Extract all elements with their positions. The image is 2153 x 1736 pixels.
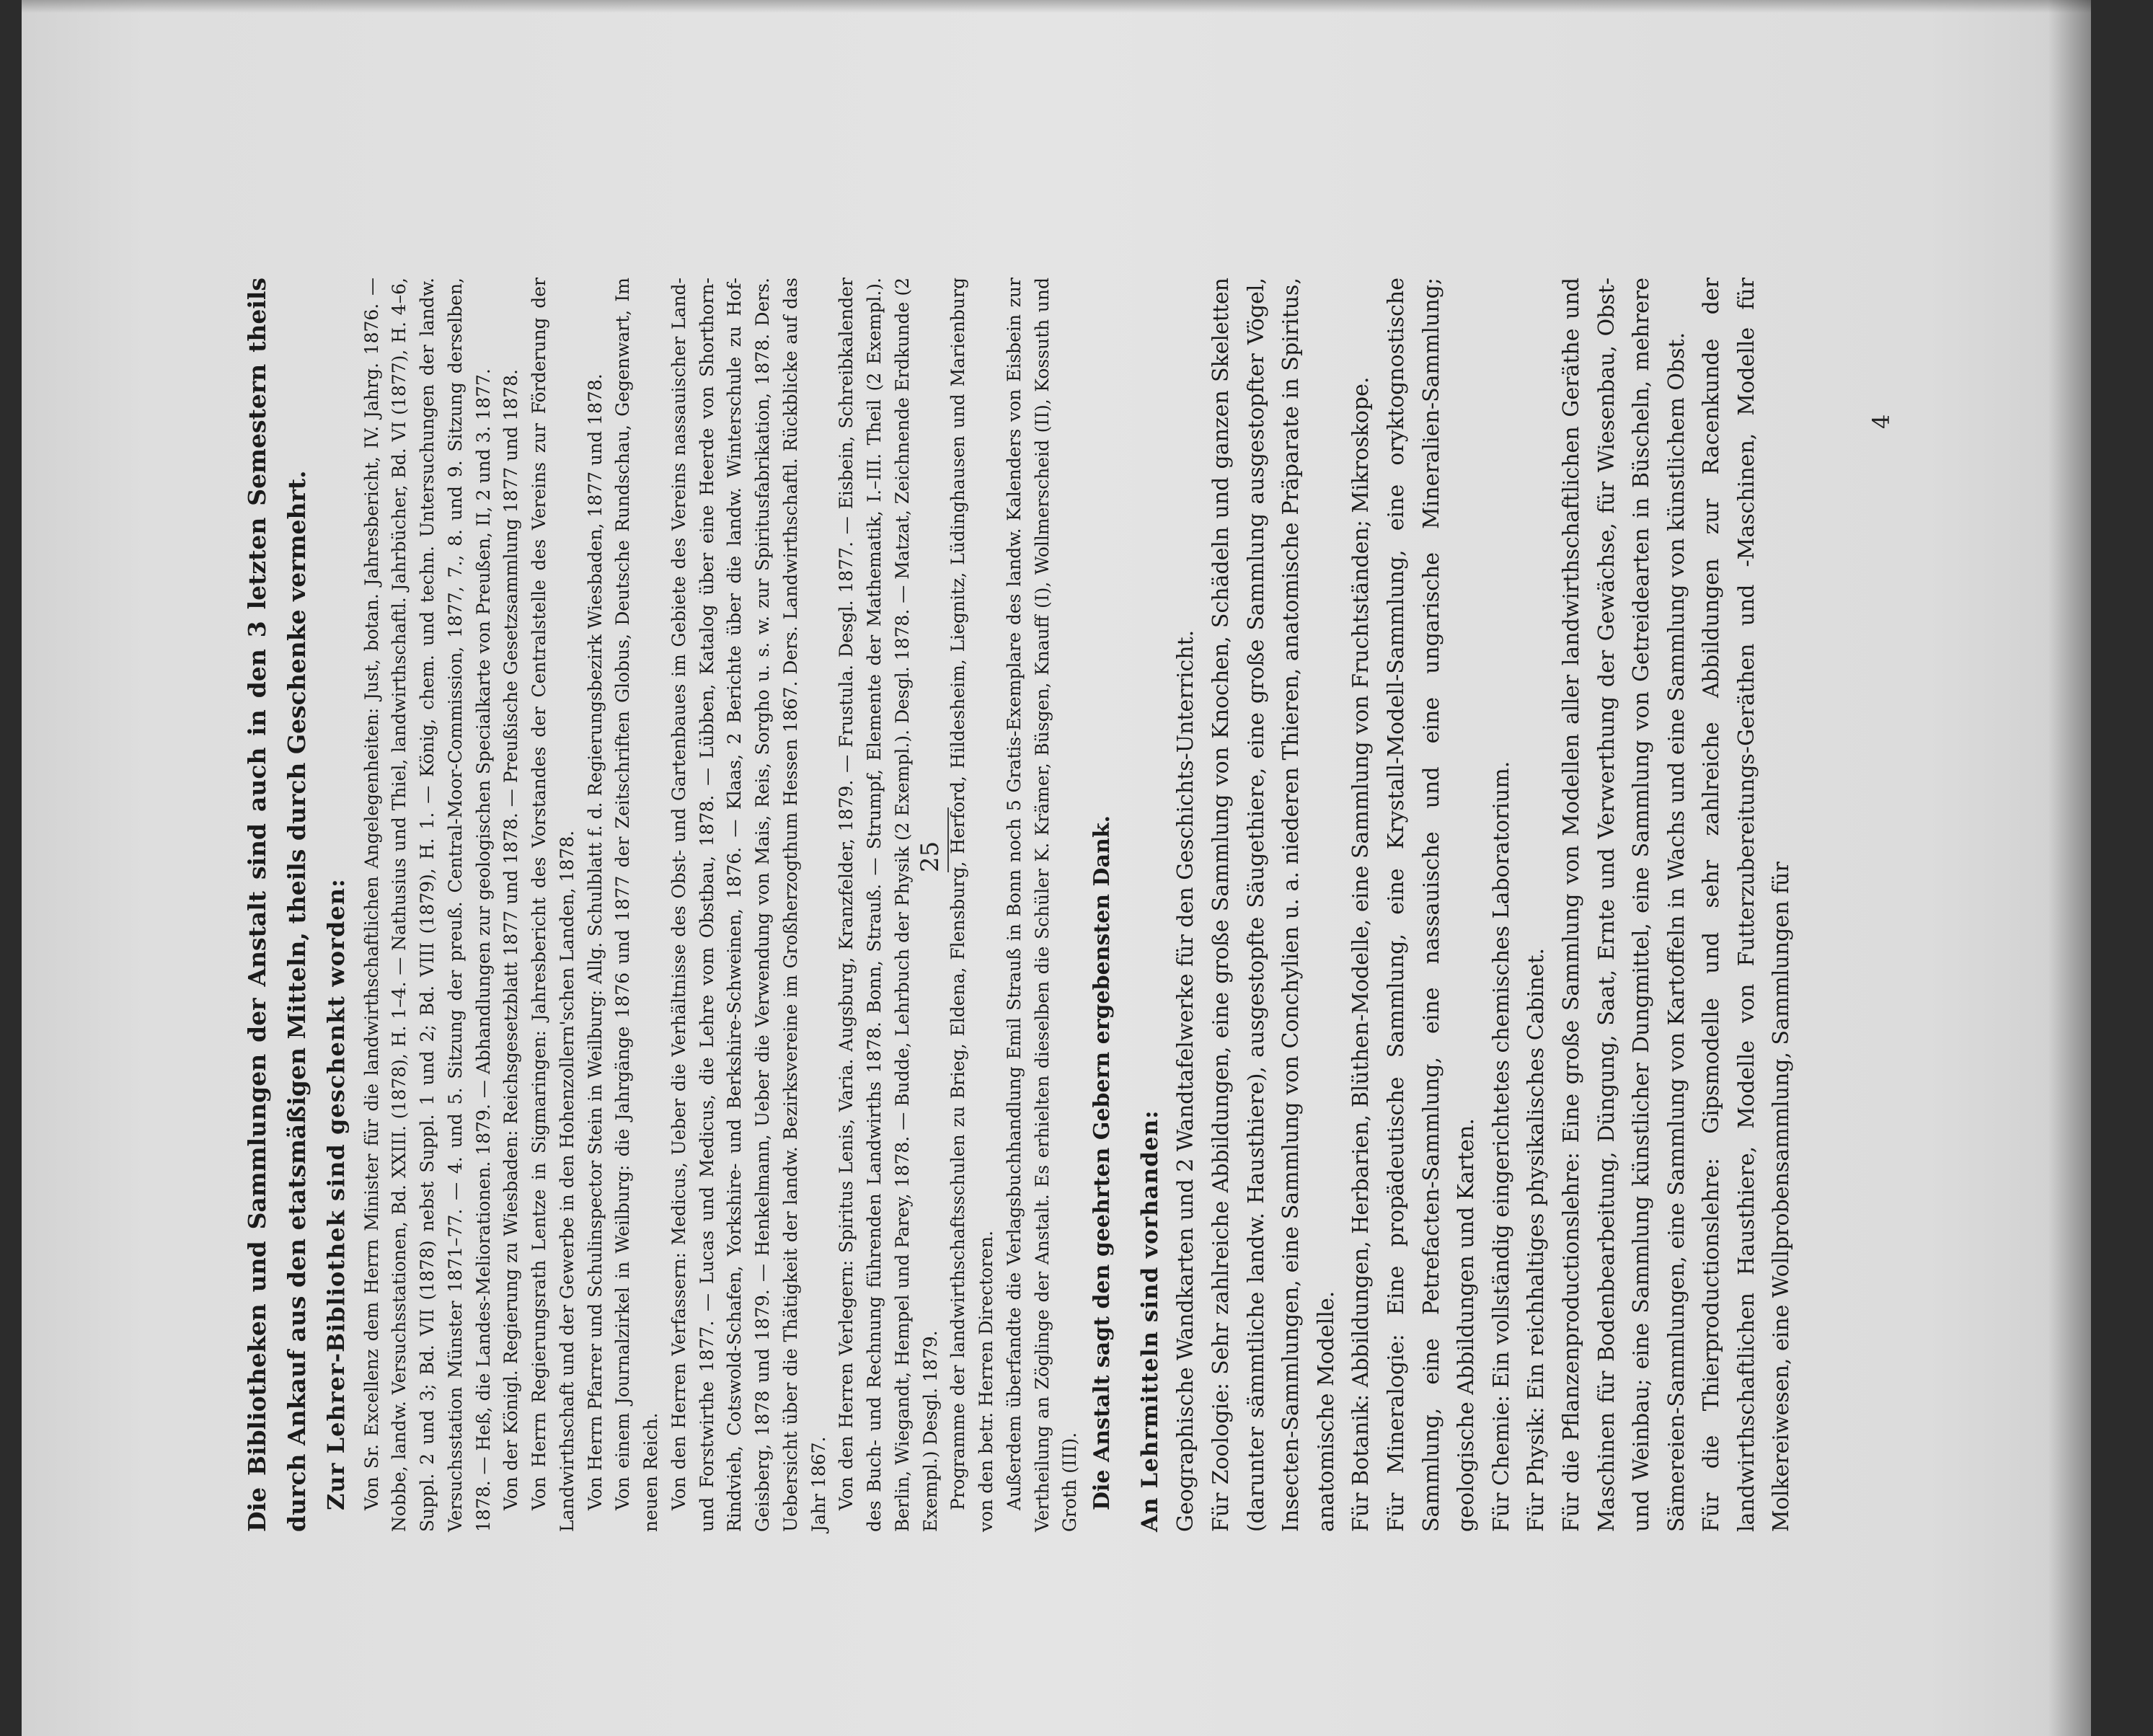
rotated-text-block xyxy=(238,278,1800,1532)
lehrmittel-line: Für Mineralogie: Eine propädeutische Sammlung, eine Krystall-Modell-Sammlung, eine oryktognostische Sammlung, eine Petrefacten-Sammlung, eine nassauische und eine ungarische Mineralien-Sammlung; geologische Abbildungen und Karten. xyxy=(1383,278,1480,1532)
donation-entry: Von Herrn Pfarrer und Schulinspector Stein in Weilburg: Allg. Schulblatt f. d. Regierungsbezirk Wiesbaden, 1877 und 1878. xyxy=(584,373,606,1510)
signature-mark: 4 xyxy=(1867,414,1895,429)
lehrmittel-title: An Lehrmitteln sind vorhanden: xyxy=(1136,1110,1163,1532)
binding-shadow xyxy=(2048,0,2091,1736)
lehrmittel-line: Für die Thierproductionslehre: Gipsmodelle und sehr zahlreiche Abbildungen zur Racenkunde der landwirthschaftlichen Hausthiere, Modelle von Futterzubereitungs-Geräthen und -Maschinen, Modelle für Molkereiwesen, eine Wollprobensammlung, Sammlungen für xyxy=(1699,278,1795,1532)
page-number-text: 25 xyxy=(916,841,945,872)
donation-entry: Außerdem überfandte die Verlagsbuchhandlung Emil Strauß in Bonn noch 5 Gratis-Exemplare des landw. Kalenders von Eisbein zur Vertheilung an Zöglinge der Anstalt. Es erhielten dieselben die Schüler K. Krämer, Büsgen, Knauff (I), Wollmerscheid (II), Kossuth und Groth (III). xyxy=(1003,278,1081,1532)
lehrmittel-line: Für Chemie: Ein vollständig eingerichtetes chemisches Laboratorium. xyxy=(1488,761,1514,1532)
donation-entry: Von Herrn Regierungsrath Lentze in Sigmaringen: Jahresbericht des Vorstandes der Centralstelle des Vereins zur Förderung der Landwirthschaft und der Gewerbe in den Hohenzollern'schen Landen, 1878. xyxy=(529,278,578,1532)
section-spacer xyxy=(1120,278,1132,1532)
donation-entry: Von den Herren Verlegern: Spiritus Lenis, Varia. Augsburg, Kranzfelder, 1879. — Frustula. Desgl. 1877. — Eisbein, Schreibkalender des Buch- und Rechnung führenden Landwirths 1878. Bonn, Strauß. — Strumpf, Elemente der Mathematik, I.–III. Theil (2 Exempl.). Berlin, Wiegandt, Hempel und Parey, 1878. — Budde, Lehrbuch der Physik (2 Exempl.). Desgl. 1878. — Matzat, Zeichnende Erdkunde (2 Exempl.) Desgl. 1879. xyxy=(836,278,941,1532)
donation-entry: Von den Herren Verfassern: Medicus, Ueber die Verhältnisse des Obst- und Gartenbaues im Gebiete des Vereins nassauischer Land- und Forstwirthe 1877. — Lucas und Medicus, die Lehre vom Obstbau, 1878. — Lübben, Katalog über eine Heerde von Shorthorn-Rindvieh, Cotswold-Schafen, Yorkshire- und Berkshire-Schweinen, 1876. — Klaas, 2 Berichte über die landw. Winterschule zu Hof-Geisberg, 1878 und 1879. — Henkelmann, Ueber die Verwendung von Mais, Reis, Sorgho u. s. w. zur Spiritusfabrikation, 1878. Ders. Uebersicht über die Thätigkeit der landw. Bezirksvereine im Großherzogthum Hessen 1867. Ders. Landwirthschaftl. Rückblicke auf das Jahr 1867. xyxy=(668,278,829,1532)
lehrmittel-line: Für Zoologie: Sehr zahlreiche Abbildungen, eine große Sammlung von Knochen, Schädeln und ganzen Skeletten (darunter sämmtliche landw. Hausthiere), ausgestopfte Säugethiere, eine große Sammlung ausgestopfter Vögel, Insecten-Sammlungen, eine Sammlung von Conchylien u. a. niederen Thieren, anatomische Präparate in Spiritus, anatomische Modelle. xyxy=(1208,278,1339,1532)
lehrmittel-line: Für Botanik: Abbildungen, Herbarien, Blüthen-Modelle, eine Sammlung von Fruchtständen; Mikroskope. xyxy=(1348,376,1374,1532)
donation-entry: Programme der landwirthschaftsschulen zu Brieg, Eldena, Flensburg, Herford, Hildesheim, Liegnitz, Lüdinghausen und Marienburg von den betr. Herren Directoren. xyxy=(947,278,997,1532)
intro-heading: Die Bibliotheken und Sammlungen der Anstalt sind auch in den 3 letzten Semestern theils durch Ankauf aus den etatsmäßigen Mitteln, theils durch Geschenke vermehrt. xyxy=(243,278,311,1532)
donation-entry: Von einem Journalzirkel in Weilburg: die Jahrgänge 1876 und 1877 der Zeitschriften Globus, Deutsche Rundschau, Gegenwart, Im neuen Reich. xyxy=(612,278,662,1532)
book-page xyxy=(22,0,2091,1736)
donation-entry: Von Sr. Excellenz dem Herrn Minister für die landwirthschaftlichen Angelegenheiten: Just, botan. Jahresbericht, IV. Jahrg. 1876. — Nobbe, landw. Versuchsstationen, Bd. XXIII. (1878), H. 1–4. — Nathusius und Thiel, landwirthschaftl. Jahrbücher, Bd. VI (1877), H. 4–6, Suppl. 2 und 3; Bd. VII (1878) nebst Suppl. 1 und 2; Bd. VIII (1879), H. 1. — König, chem. und techn. Untersuchungen der landw. Versuchsstation Münster 1871–77. — 4. und 5. Sitzung der preuß. Central-Moor-Commission, 1877, 7., 8. und 9. Sitzung derselben, 1878. — Heß, die Landes-Meliorationen. 1879. — Abhandlungen zur geologischen Specialkarte von Preußen, II, 2 und 3. 1877. xyxy=(361,278,494,1532)
thanks-line: Die Anstalt sagt den geehrten Gebern ergebensten Dank. xyxy=(1089,815,1115,1510)
lehrmittel-line: Für die Pflanzenproductionslehre: Eine große Sammlung von Modellen aller landwirthschaftlichen Geräthe und Maschinen für Bodenbearbeitung, Düngung, Saat, Ernte und Verwerthung der Gewächse, für Wiesenbau, Obst- und Weinbau; eine Sammlung künstlicher Dungmittel, eine Sammlung von Getreidearten in Büscheln, mehrere Sämereien-Sammlungen, eine Sammlung von Kartoffeln in Wachs und eine Sammlung von künstlichem Obst. xyxy=(1558,278,1689,1532)
lehrmittel-line: Geographische Wandkarten und 2 Wandtafelwerke für den Geschichts-Unterricht. xyxy=(1173,629,1199,1532)
library-heading: Zur Lehrer-Bibliothek sind geschenkt worden: xyxy=(322,878,350,1510)
donation-entry: Von der Königl. Regierung zu Wiesbaden: Reichsgesetzblatt 1877 und 1878. — Preußische Gesetzsammlung 1877 und 1878. xyxy=(500,369,522,1510)
lehrmittel-line: Für Physik: Ein reichhaltiges physikalisches Cabinet. xyxy=(1524,947,1549,1532)
page-top-edge xyxy=(22,0,2091,13)
